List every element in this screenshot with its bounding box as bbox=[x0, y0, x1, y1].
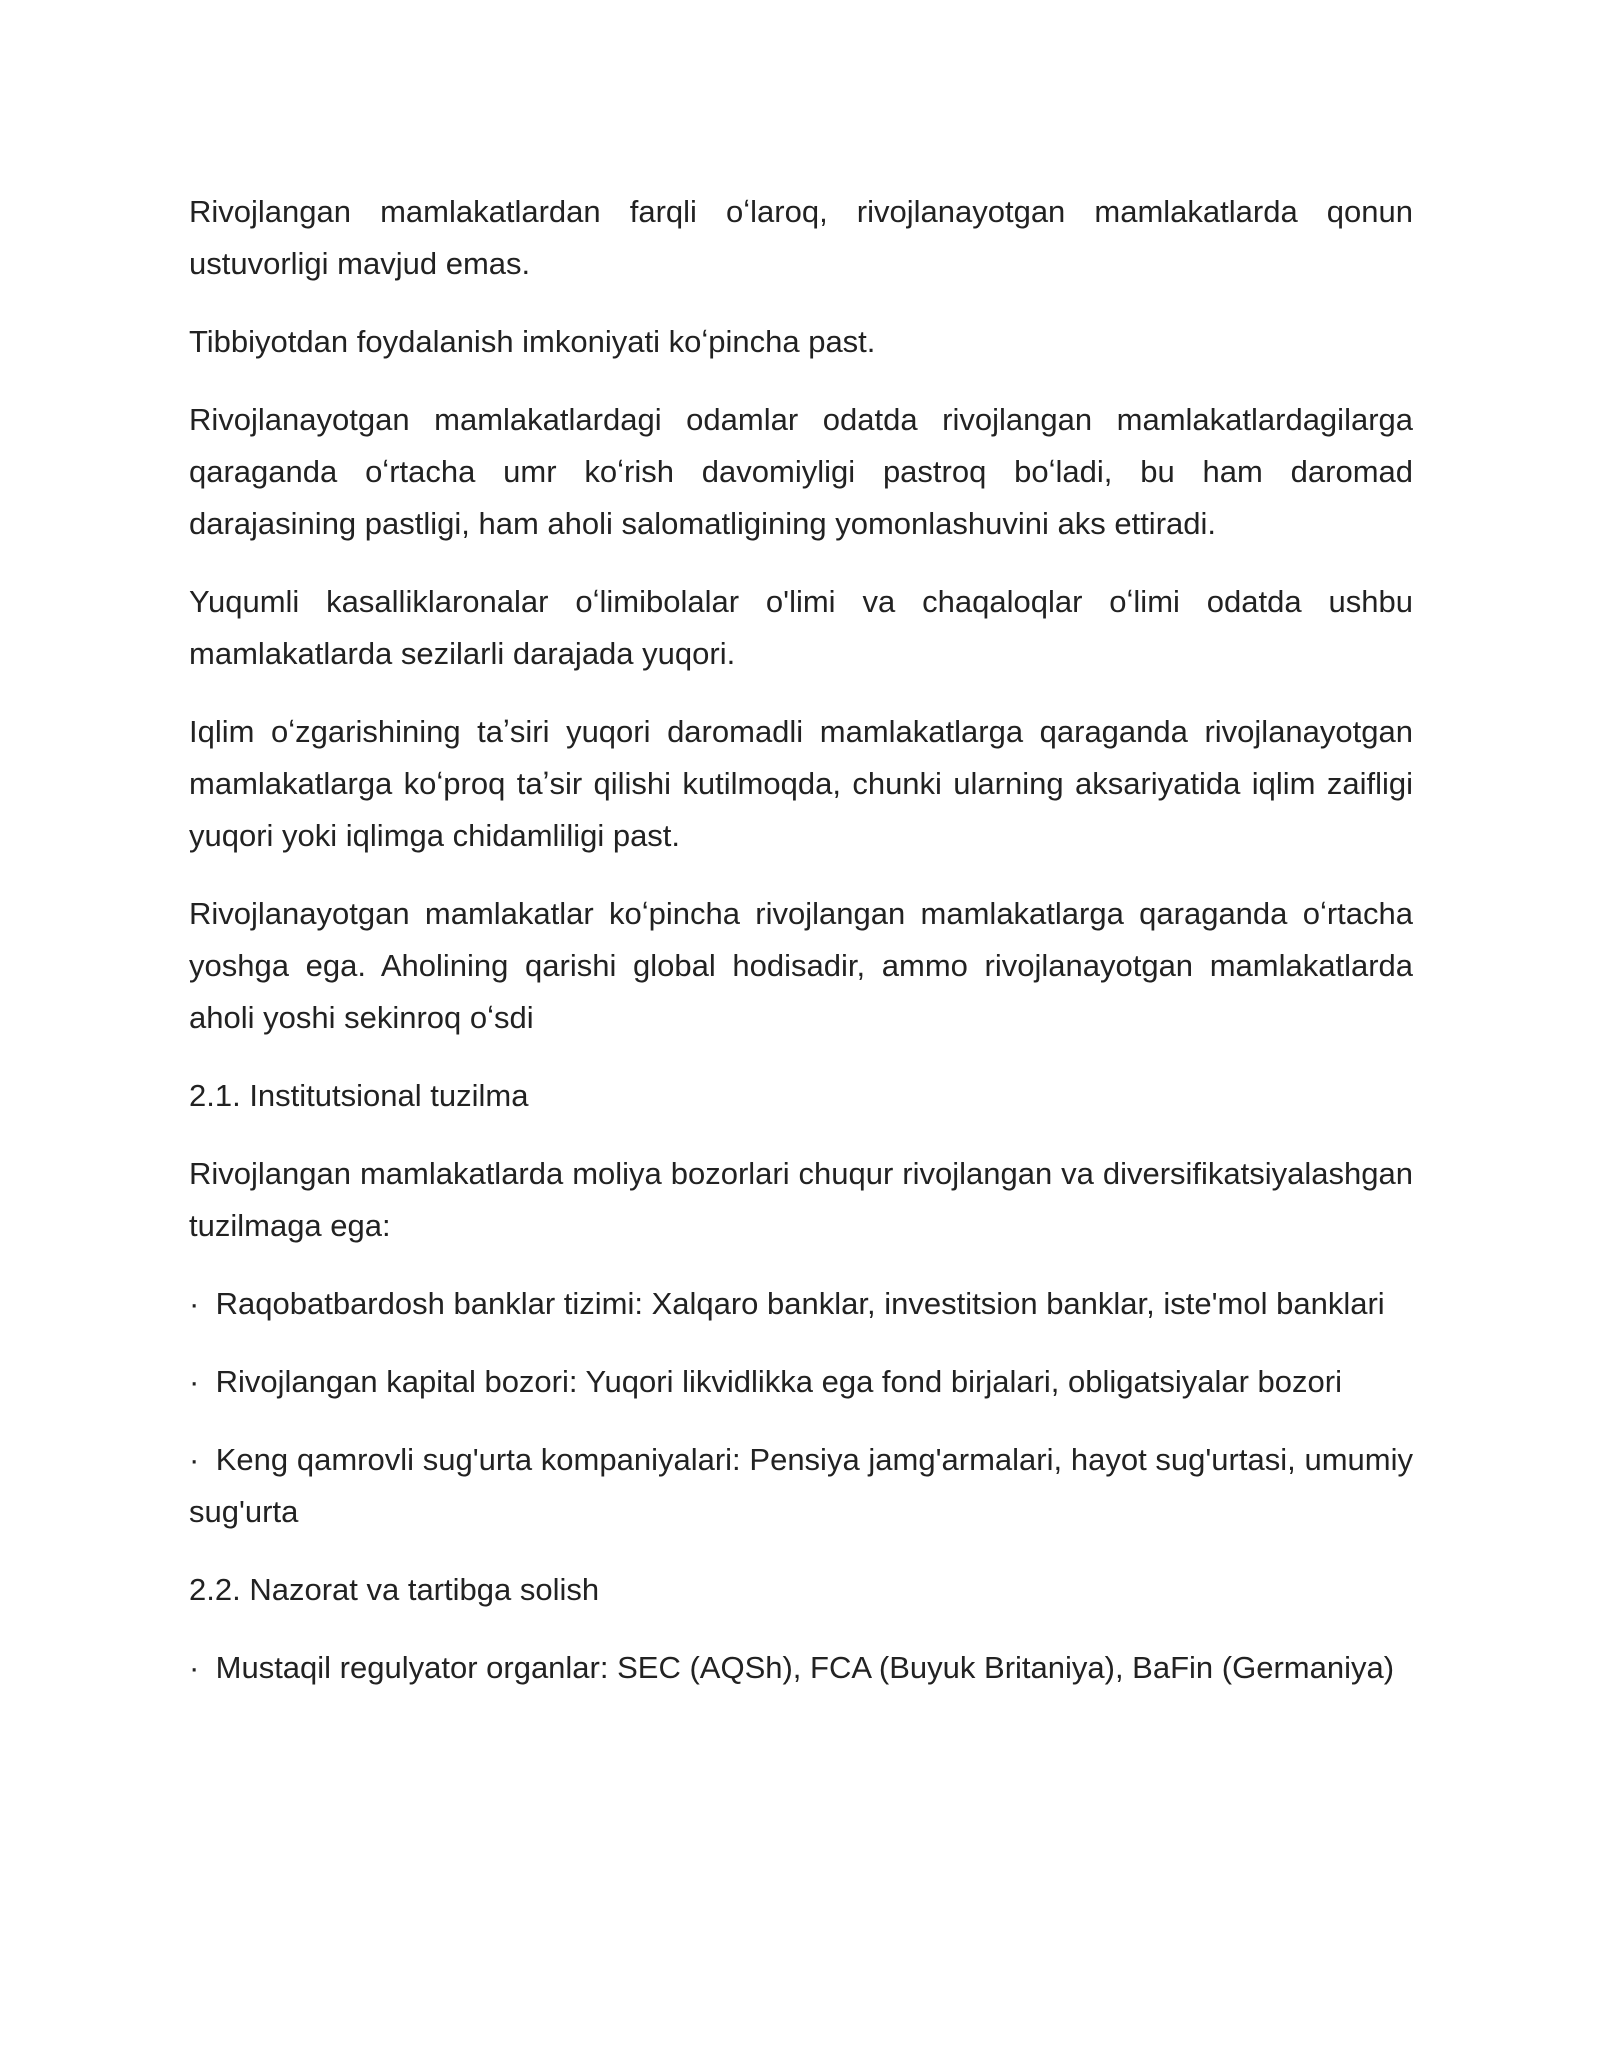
paragraph-healthcare-access: Tibbiyotdan foydalanish imkoniyati koʻpincha past. bbox=[189, 324, 876, 359]
paragraph-climate-change: Iqlim oʻzgarishining taʼsiri yuqori daromadli mamlakatlarga qaraganda rivojlanayotgan mamlakatlarga koʻproq taʼsir qilishi kutilmoqda, chunki ularning aksariyatida iqlim zaifligi yuqori yoki iqlimga chidamliligi past. bbox=[189, 714, 1413, 853]
bullet-text: Keng qamrovli sug'urta kompaniyalari: Pensiya jamg'armalari, hayot sug'urtasi, umumiy sug'urta bbox=[189, 1442, 1413, 1529]
bullet-item-insurance bbox=[189, 1434, 1413, 1538]
paragraph-life-expectancy: Rivojlanayotgan mamlakatlardagi odamlar odatda rivojlangan mamlakatlardagilarga qaraganda oʻrtacha umr koʻrish davomiyligi pastroq boʻladi, bu ham daromad darajasining pastligi, ham aholi salomatligining yomonlashuvini aks ettiradi. bbox=[189, 402, 1413, 541]
bullet-item-capital-market bbox=[189, 1356, 1413, 1408]
bullet-text: Mustaqil regulyator organlar: SEC (AQSh), FCA (Buyuk Britaniya), BaFin (Germaniya) bbox=[215, 1650, 1395, 1685]
bullet-text: Rivojlangan kapital bozori: Yuqori likvidlikka ega fond birjalari, obligatsiyalar bozori bbox=[215, 1364, 1342, 1399]
bullet-item-banking-system bbox=[189, 1278, 1413, 1330]
bullet-dot-icon: · bbox=[189, 1650, 200, 1685]
paragraph-financial-markets: Rivojlangan mamlakatlarda moliya bozorlari chuqur rivojlangan va diversifikatsiyalashgan tuzilmaga ega: bbox=[189, 1156, 1413, 1243]
section-heading-supervision-regulation: 2.2. Nazorat va tartibga solish bbox=[189, 1572, 600, 1607]
document-page bbox=[189, 186, 1413, 1720]
paragraph-population-age: Rivojlanayotgan mamlakatlar koʻpincha rivojlangan mamlakatlarga qaraganda oʻrtacha yoshga ega. Aholining qarishi global hodisadir, ammo rivojlanayotgan mamlakatlarda aholi yoshi sekinroq oʻsdi bbox=[189, 896, 1413, 1035]
bullet-item-regulators bbox=[189, 1642, 1413, 1694]
bullet-dot-icon: · bbox=[189, 1286, 200, 1321]
paragraph-rule-of-law: Rivojlangan mamlakatlardan farqli oʻlaroq, rivojlanayotgan mamlakatlarda qonun ustuvorligi mavjud emas. bbox=[189, 194, 1413, 281]
bullet-dot-icon: · bbox=[189, 1364, 200, 1399]
section-heading-institutional-structure: 2.1. Institutsional tuzilma bbox=[189, 1078, 529, 1113]
bullet-dot-icon: · bbox=[189, 1442, 200, 1477]
bullet-text: Raqobatbardosh banklar tizimi: Xalqaro banklar, investitsion banklar, iste'mol banklari bbox=[215, 1286, 1385, 1321]
paragraph-infectious-diseases: Yuqumli kasalliklaronalar oʻlimibolalar o'limi va chaqaloqlar oʻlimi odatda ushbu mamlakatlarda sezilarli darajada yuqori. bbox=[189, 584, 1413, 671]
